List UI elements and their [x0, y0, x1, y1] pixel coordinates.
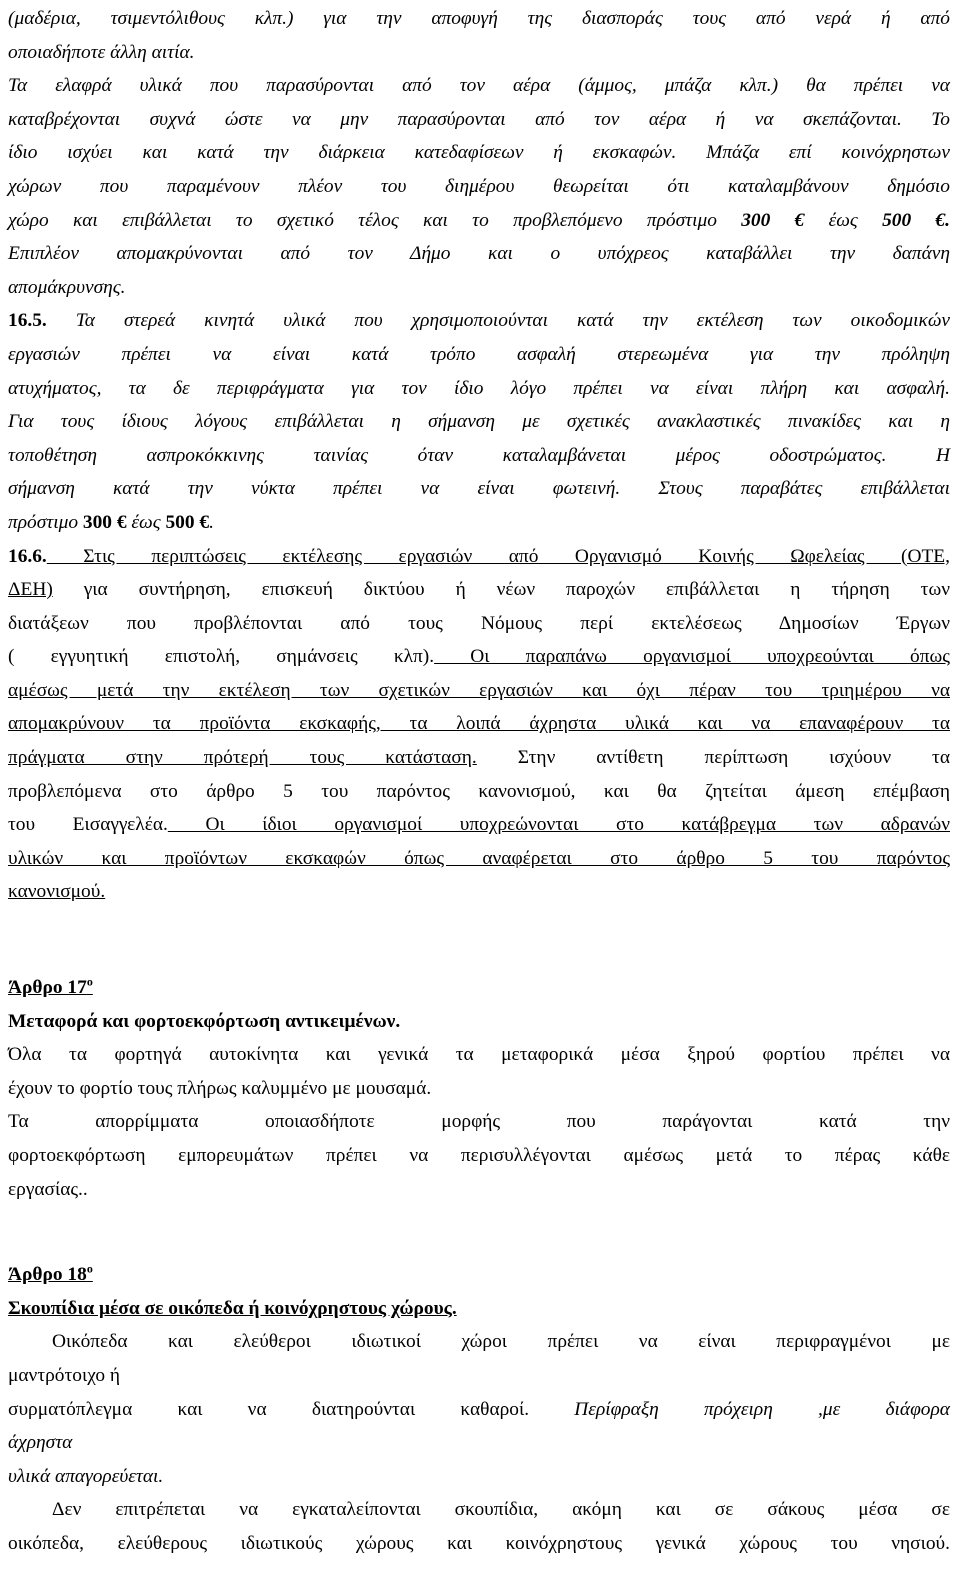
text-line [8, 741, 950, 775]
text-line [8, 439, 950, 473]
ordinal-superscript: ο [86, 1261, 93, 1276]
text-span: . [945, 209, 950, 231]
text-line [8, 2, 950, 36]
text-line [8, 1426, 950, 1460]
text-line [8, 1527, 950, 1561]
text-span: χώρων που παραμένουν πλέον του διημέρου θεωρείται ότι καταλαμβάνουν δημόσιο [8, 175, 950, 197]
text-span: Μπάζα επί κοινόχρηστων [676, 142, 951, 164]
ordinal-superscript: ο [86, 974, 93, 989]
text-span: φορτοεκφόρτωση εμπορευμάτων πρέπει να περισυλλέγονται αμέσως μετά το πέρας κάθε [8, 1145, 950, 1166]
text-span: οποιαδήποτε άλλη αιτία. [8, 41, 195, 63]
text-line [8, 1359, 950, 1393]
text-span: Τα ελαφρά υλικά που παρασύρονται από τον αέρα (άμμος, μπάζα κλπ.) θα πρέπει να [8, 75, 950, 97]
text-line [8, 1139, 950, 1173]
text-line [8, 842, 950, 876]
text-span: έως [804, 209, 883, 231]
text-span: Περίφραξη πρόχειρη ,με διάφορα [529, 1398, 950, 1420]
text-line [8, 204, 950, 238]
text-span: ατυχήματος, τα δε περιφράγματα για τον ίδιο λόγο πρέπει να είναι πλήρη και ασφαλή. [8, 377, 950, 399]
text-line [8, 1105, 950, 1139]
text-span: αμέσως μετά την εκτέλεση των σχετικών εργασιών και όχι πέραν του τριημέρου να [8, 679, 950, 701]
text-line [8, 775, 950, 809]
text-span: Τα στερεά κινητά υλικά που χρησιμοποιούνται κατά την εκτέλεση των οικοδομικών [46, 310, 950, 332]
text-span: Στις περιπτώσεις εκτέλεσης εργασιών από Οργανισμό Κοινής Ωφελείας (ΟΤΕ, [46, 545, 950, 567]
text-span: διατάξεων που προβλέπονται από τους Νόμους περί εκτελέσεως Δημοσίων Έργων [8, 612, 950, 634]
text-span: έχουν το φορτίο τους πλήρως καλυμμένο με μουσαμά. [8, 1077, 432, 1099]
paragraph-16-5 [8, 304, 950, 539]
text-line [8, 540, 950, 574]
text-line [8, 506, 950, 540]
heading-text: Άρθρο 18 [8, 1264, 87, 1286]
text-span: οικόπεδα, ελεύθερους ιδιωτικούς χώρους και κοινόχρηστους γενικά χώρους του νησιού. [8, 1532, 950, 1554]
text-span: Οι ίδιοι οργανισμοί υποχρεώνονται στο κατάβρεγμα των αδρανών [167, 814, 951, 836]
title-text: Σκουπίδια μέσα σε οικόπεδα ή κοινόχρηστους χώρους. [8, 1297, 457, 1319]
paragraph-16-6 [8, 540, 950, 910]
spacer [8, 1206, 950, 1258]
text-span: πρόστιμο [8, 511, 83, 533]
text-span: προβλεπόμενα στο άρθρο 5 του παρόντος κανονισμού, και θα ζητείται άμεση επέμβαση [8, 780, 950, 802]
title-text: Μεταφορά και φορτοεκφόρτωση αντικειμένων. [8, 1010, 401, 1032]
text-span: Για τους ίδιους λόγους επιβάλλεται η σήμανση με σχετικές ανακλαστικές πινακίδες και η [8, 411, 950, 433]
article-heading [8, 971, 950, 1005]
text-span: Επιπλέον απομακρύνονται από τον Δήμο και ο υπόχρεος καταβάλλει την δαπάνη [8, 243, 950, 265]
paragraph-number: 16.6. [8, 545, 47, 567]
text-line [8, 69, 950, 103]
text-line [8, 707, 950, 741]
text-line [8, 338, 950, 372]
text-line [8, 472, 950, 506]
text-line [8, 1072, 950, 1106]
text-span: καταβρέχονται συχνά ώστε να μην παρασύρονται από τον αέρα ή να σκεπάζονται. Το [8, 108, 950, 130]
text-span: κανονισμού. [8, 881, 106, 903]
text-span: υλικών και προϊόντων εκσκαφών όπως αναφέρεται στο άρθρο 5 του παρόντος [8, 847, 950, 869]
text-line [8, 1493, 950, 1527]
article-title [8, 1292, 950, 1326]
text-line [8, 170, 950, 204]
text-line [8, 607, 950, 641]
text-span: ( εγγυητική επιστολή, σημάνσεις κλπ). [8, 646, 435, 668]
text-span: Οι παραπάνω οργανισμοί υποχρεούνται όπως [434, 646, 950, 668]
fine-amount-max: 500 € [882, 209, 946, 231]
article-title [8, 1005, 950, 1039]
text-line [8, 136, 950, 170]
text-line [8, 1038, 950, 1072]
text-span: σήμανση κατά την νύκτα πρέπει να είναι φωτεινή. Στους παραβάτες επιβάλλεται [8, 478, 950, 500]
fine-amount-min: 300 € [741, 209, 805, 231]
spacer [8, 909, 950, 971]
fine-amount-max: 500 € [165, 511, 210, 533]
article-17 [8, 971, 950, 1206]
text-span: απομάκρυνσης. [8, 276, 126, 298]
text-line [8, 405, 950, 439]
text-span: Δεν επιτρέπεται να εγκαταλείπονται σκουπίδια, ακόμη και σε σάκους μέσα σε [52, 1499, 950, 1521]
text-span: χώρο και επιβάλλεται το σχετικό τέλος και το προβλεπόμενο πρόστιμο [8, 209, 742, 231]
text-span: (μαδέρια, τσιμεντόλιθους κλπ.) για την αποφυγή της διασποράς τους από νερά ή από [8, 8, 950, 29]
text-line [8, 304, 950, 338]
article-heading [8, 1258, 950, 1292]
text-span: εργασιών πρέπει να είναι κατά τρόπο ασφαλή στερεωμένα για την πρόληψη [8, 343, 950, 365]
text-span: τοποθέτηση ασπροκόκκινης ταινίας όταν καταλαμβάνεται μέρος οδοστρώματος. Η [8, 444, 950, 466]
text-span: . [209, 511, 214, 533]
text-span: πράγματα στην πρότερή τους κατάσταση. [8, 747, 477, 769]
text-span: άχρηστα [8, 1432, 73, 1454]
text-span: εργασίας.. [8, 1178, 88, 1200]
text-span: Όλα τα φορτηγά αυτοκίνητα και γενικά τα μεταφορικά μέσα ξηρού φορτίου πρέπει να [8, 1044, 950, 1066]
text-span: Οικόπεδα και ελεύθεροι ιδιωτικοί χώροι πρέπει να είναι περιφραγμένοι με [52, 1331, 950, 1353]
text-line [8, 36, 950, 70]
text-line [8, 808, 950, 842]
text-span: υλικά απαγορεύεται. [8, 1465, 164, 1487]
article-18 [8, 1258, 950, 1560]
text-line [8, 271, 950, 305]
text-line [8, 640, 950, 674]
paragraph-number: 16.5. [8, 310, 47, 332]
text-span: ΔΕΗ) [8, 579, 53, 601]
text-span: συρματόπλεγμα και να διατηρούνται καθαροί. [8, 1398, 530, 1420]
text-span: μαντρότοιχο ή [8, 1364, 121, 1386]
text-span: απομακρύνουν τα προϊόντα εκσκαφής, τα λοιπά άχρηστα υλικά και να επαναφέρουν τα [8, 713, 950, 735]
text-line [8, 674, 950, 708]
text-line [8, 1393, 950, 1427]
text-line [8, 237, 950, 271]
text-span: του Εισαγγελέα. [8, 814, 168, 836]
text-line [8, 1460, 950, 1494]
text-line [8, 875, 950, 909]
text-span: έως [126, 511, 166, 533]
fine-amount-min: 300 € [82, 511, 127, 533]
text-line [8, 1173, 950, 1207]
text-line [8, 573, 950, 607]
paragraph-16-4-continuation [8, 2, 950, 304]
text-span: ίδιο ισχύει και κατά την διάρκεια κατεδαφίσεων ή εκσκαφών. [8, 142, 677, 164]
text-span: για συντήρηση, επισκευή δικτύου ή νέων παροχών επιβάλλεται η τήρηση των [52, 579, 950, 601]
text-line [8, 372, 950, 406]
text-span: Τα απορρίμματα οποιασδήποτε μορφής που παράγονται κατά την [8, 1111, 950, 1133]
text-line [8, 1325, 950, 1359]
text-span: Στην αντίθετη περίπτωση ισχύουν τα [476, 747, 950, 769]
heading-text: Άρθρο 17 [8, 977, 87, 999]
text-line [8, 103, 950, 137]
